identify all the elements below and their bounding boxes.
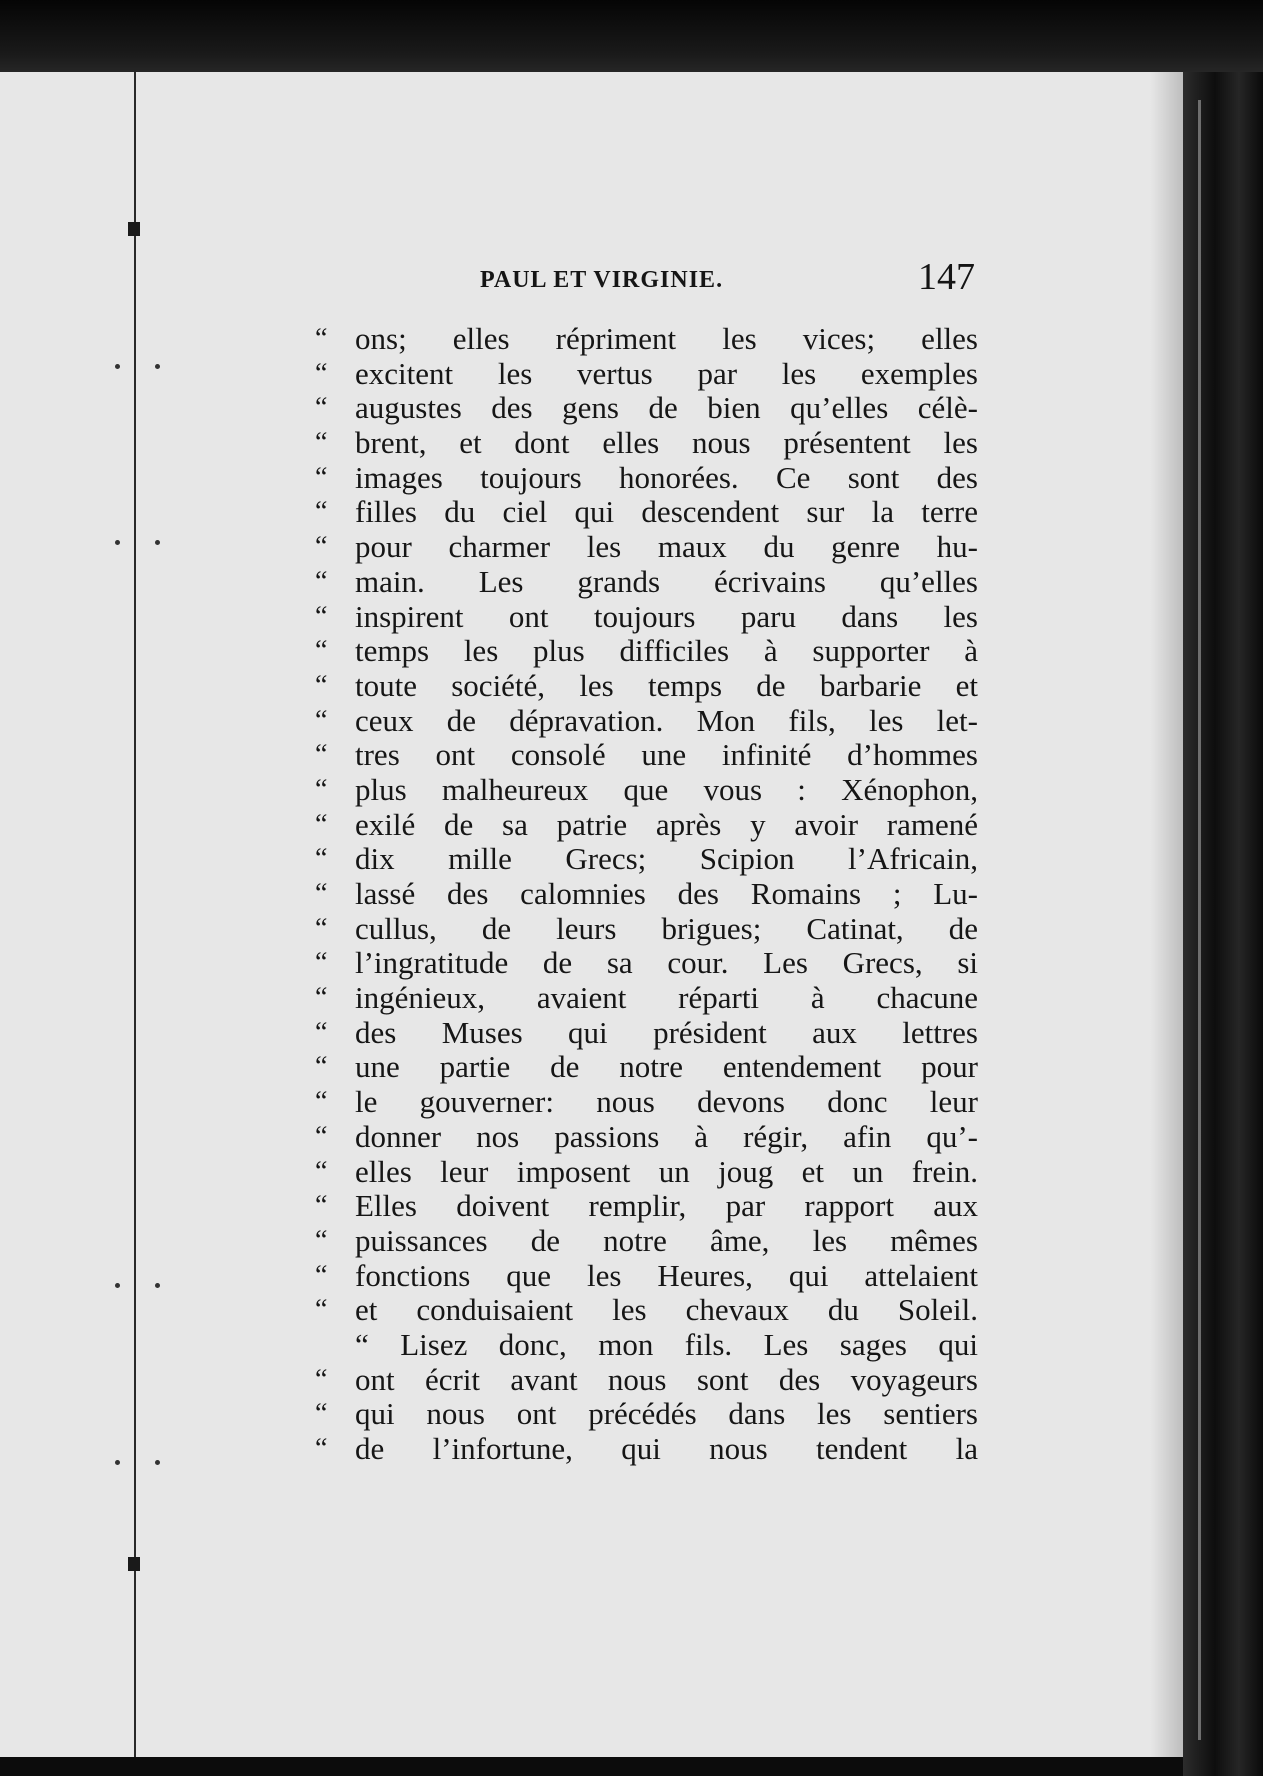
line-text: excitent les vertus par les exemples — [355, 355, 978, 391]
binding-dot — [155, 1283, 160, 1288]
text-line — [315, 495, 978, 530]
quote-mark: “ — [315, 878, 328, 909]
page-binding-line — [134, 72, 136, 1757]
quote-mark: “ — [315, 1224, 328, 1256]
text-line — [315, 842, 978, 877]
quote-mark: “ — [315, 704, 328, 736]
binding-dot — [155, 540, 160, 545]
quote-mark: “ — [315, 461, 328, 493]
quote-mark: “ — [315, 669, 328, 701]
line-text: fonctions que les Heures, qui attelaient — [355, 1257, 978, 1293]
quote-mark: “ — [315, 1086, 328, 1118]
line-text: cullus, de leurs brigues; Catinat, de — [355, 910, 978, 946]
quote-mark: “ — [315, 323, 328, 354]
running-title: PAUL ET VIRGINIE. — [480, 267, 724, 293]
line-text: dix mille Grecs; Scipion l’Africain, — [355, 841, 978, 877]
text-line — [315, 600, 978, 635]
line-text: une partie de notre entendement pour — [355, 1049, 978, 1085]
text-line — [315, 1432, 978, 1467]
quote-mark: “ — [315, 739, 328, 771]
quote-mark: “ — [315, 1398, 328, 1430]
text-line — [315, 461, 978, 496]
text-line — [315, 1259, 978, 1294]
quote-mark: “ — [315, 1051, 328, 1083]
text-line — [315, 1293, 978, 1328]
binding-dot — [155, 1460, 160, 1465]
line-text: temps les plus difficiles à supporter à — [355, 633, 978, 669]
line-text: ons; elles répriment les vices; elles — [355, 321, 978, 356]
line-text: elles leur imposent un joug et un frein. — [355, 1153, 978, 1189]
text-line — [315, 565, 978, 600]
line-text: exilé de sa patrie après y avoir ramené — [355, 806, 978, 842]
quote-mark: “ — [315, 427, 328, 459]
text-line — [315, 704, 978, 739]
scan-top-border — [0, 0, 1263, 78]
book-spine — [1183, 72, 1263, 1776]
text-line — [315, 738, 978, 773]
quote-mark: “ — [315, 1259, 328, 1291]
line-text: main. Les grands écrivains qu’elles — [355, 563, 978, 599]
text-line — [315, 1363, 978, 1398]
text-line — [315, 391, 978, 426]
running-head — [480, 255, 975, 303]
page-gutter-shadow — [1150, 72, 1183, 1757]
text-line — [315, 357, 978, 392]
line-text: inspirent ont toujours paru dans les — [355, 598, 978, 634]
spine-edge-line — [1198, 100, 1201, 1740]
line-text: ceux de dépravation. Mon fils, les let- — [355, 702, 978, 738]
quote-mark: “ — [315, 357, 328, 389]
binding-stitch-top — [128, 222, 140, 236]
line-text: des Muses qui président aux lettres — [355, 1014, 978, 1050]
line-text: et conduisaient les chevaux du Soleil. — [355, 1292, 978, 1328]
text-line — [315, 1224, 978, 1259]
line-text: filles du ciel qui descendent sur la terre — [355, 494, 978, 530]
line-text: de l’infortune, qui nous tendent la — [355, 1431, 978, 1466]
text-line — [315, 530, 978, 565]
quote-mark: “ — [315, 1294, 328, 1326]
line-text: brent, et dont elles nous présentent les — [355, 425, 978, 461]
quote-mark: “ — [315, 1120, 328, 1152]
line-text: qui nous ont précédés dans les sentiers — [355, 1396, 978, 1432]
quote-mark: “ — [315, 1433, 328, 1464]
line-text: l’ingratitude de sa cour. Les Grecs, si — [355, 945, 978, 981]
page-number: 147 — [918, 256, 975, 298]
text-line — [315, 1155, 978, 1190]
text-line — [315, 669, 978, 704]
quote-mark: “ — [315, 843, 328, 875]
text-line — [315, 808, 978, 843]
binding-dot — [115, 364, 120, 369]
quote-mark: “ — [315, 392, 328, 424]
text-line — [315, 773, 978, 808]
binding-dot — [155, 364, 160, 369]
text-line — [315, 1016, 978, 1051]
line-text: augustes des gens de bien qu’elles célè- — [355, 390, 978, 426]
quote-mark: “ — [315, 1155, 328, 1187]
quote-mark: “ — [315, 565, 328, 597]
text-line — [315, 1397, 978, 1432]
quote-mark: “ — [315, 982, 328, 1014]
quote-mark: “ — [315, 808, 328, 840]
line-text: “ Lisez donc, mon fils. Les sages qui — [355, 1326, 978, 1362]
line-text: plus malheureux que vous : Xénophon, — [355, 771, 978, 807]
text-line — [315, 912, 978, 947]
text-line — [315, 1085, 978, 1120]
scan-bottom-border — [0, 1757, 1183, 1776]
line-text: lassé des calomnies des Romains ; Lu- — [355, 876, 978, 911]
quote-mark: “ — [315, 947, 328, 979]
quote-mark: “ — [315, 1190, 328, 1222]
quote-mark: “ — [315, 600, 328, 632]
line-text: ingénieux, avaient réparti à chacune — [355, 980, 978, 1016]
line-text: le gouverner: nous devons donc leur — [355, 1084, 978, 1120]
text-line — [315, 1328, 978, 1363]
line-text: ont écrit avant nous sont des voyageurs — [355, 1361, 978, 1397]
line-text: pour charmer les maux du genre hu- — [355, 529, 978, 565]
binding-dot — [115, 1460, 120, 1465]
quote-mark: “ — [315, 1016, 328, 1048]
text-line — [315, 1120, 978, 1155]
text-line — [315, 1189, 978, 1224]
quote-mark: “ — [315, 773, 328, 805]
quote-mark: “ — [315, 531, 328, 563]
line-text: Elles doivent remplir, par rapport aux — [355, 1188, 978, 1224]
line-text: donner nos passions à régir, afin qu’- — [355, 1118, 978, 1154]
text-line — [315, 1050, 978, 1085]
line-text: tres ont consolé une infinité d’hommes — [355, 737, 978, 773]
text-line — [315, 426, 978, 461]
binding-stitch-bottom — [128, 1557, 140, 1571]
text-line — [315, 981, 978, 1016]
quote-mark: “ — [315, 1363, 328, 1395]
text-line — [315, 877, 978, 912]
quote-mark: “ — [315, 635, 328, 667]
body-text — [315, 322, 978, 1467]
text-line — [315, 634, 978, 669]
text-line — [315, 322, 978, 357]
quote-mark: “ — [315, 912, 328, 944]
text-line — [315, 946, 978, 981]
line-text: images toujours honorées. Ce sont des — [355, 459, 978, 495]
line-text: toute société, les temps de barbarie et — [355, 667, 978, 703]
binding-dot — [115, 540, 120, 545]
binding-dot — [115, 1283, 120, 1288]
quote-mark: “ — [315, 496, 328, 528]
line-text: puissances de notre âme, les mêmes — [355, 1222, 978, 1258]
